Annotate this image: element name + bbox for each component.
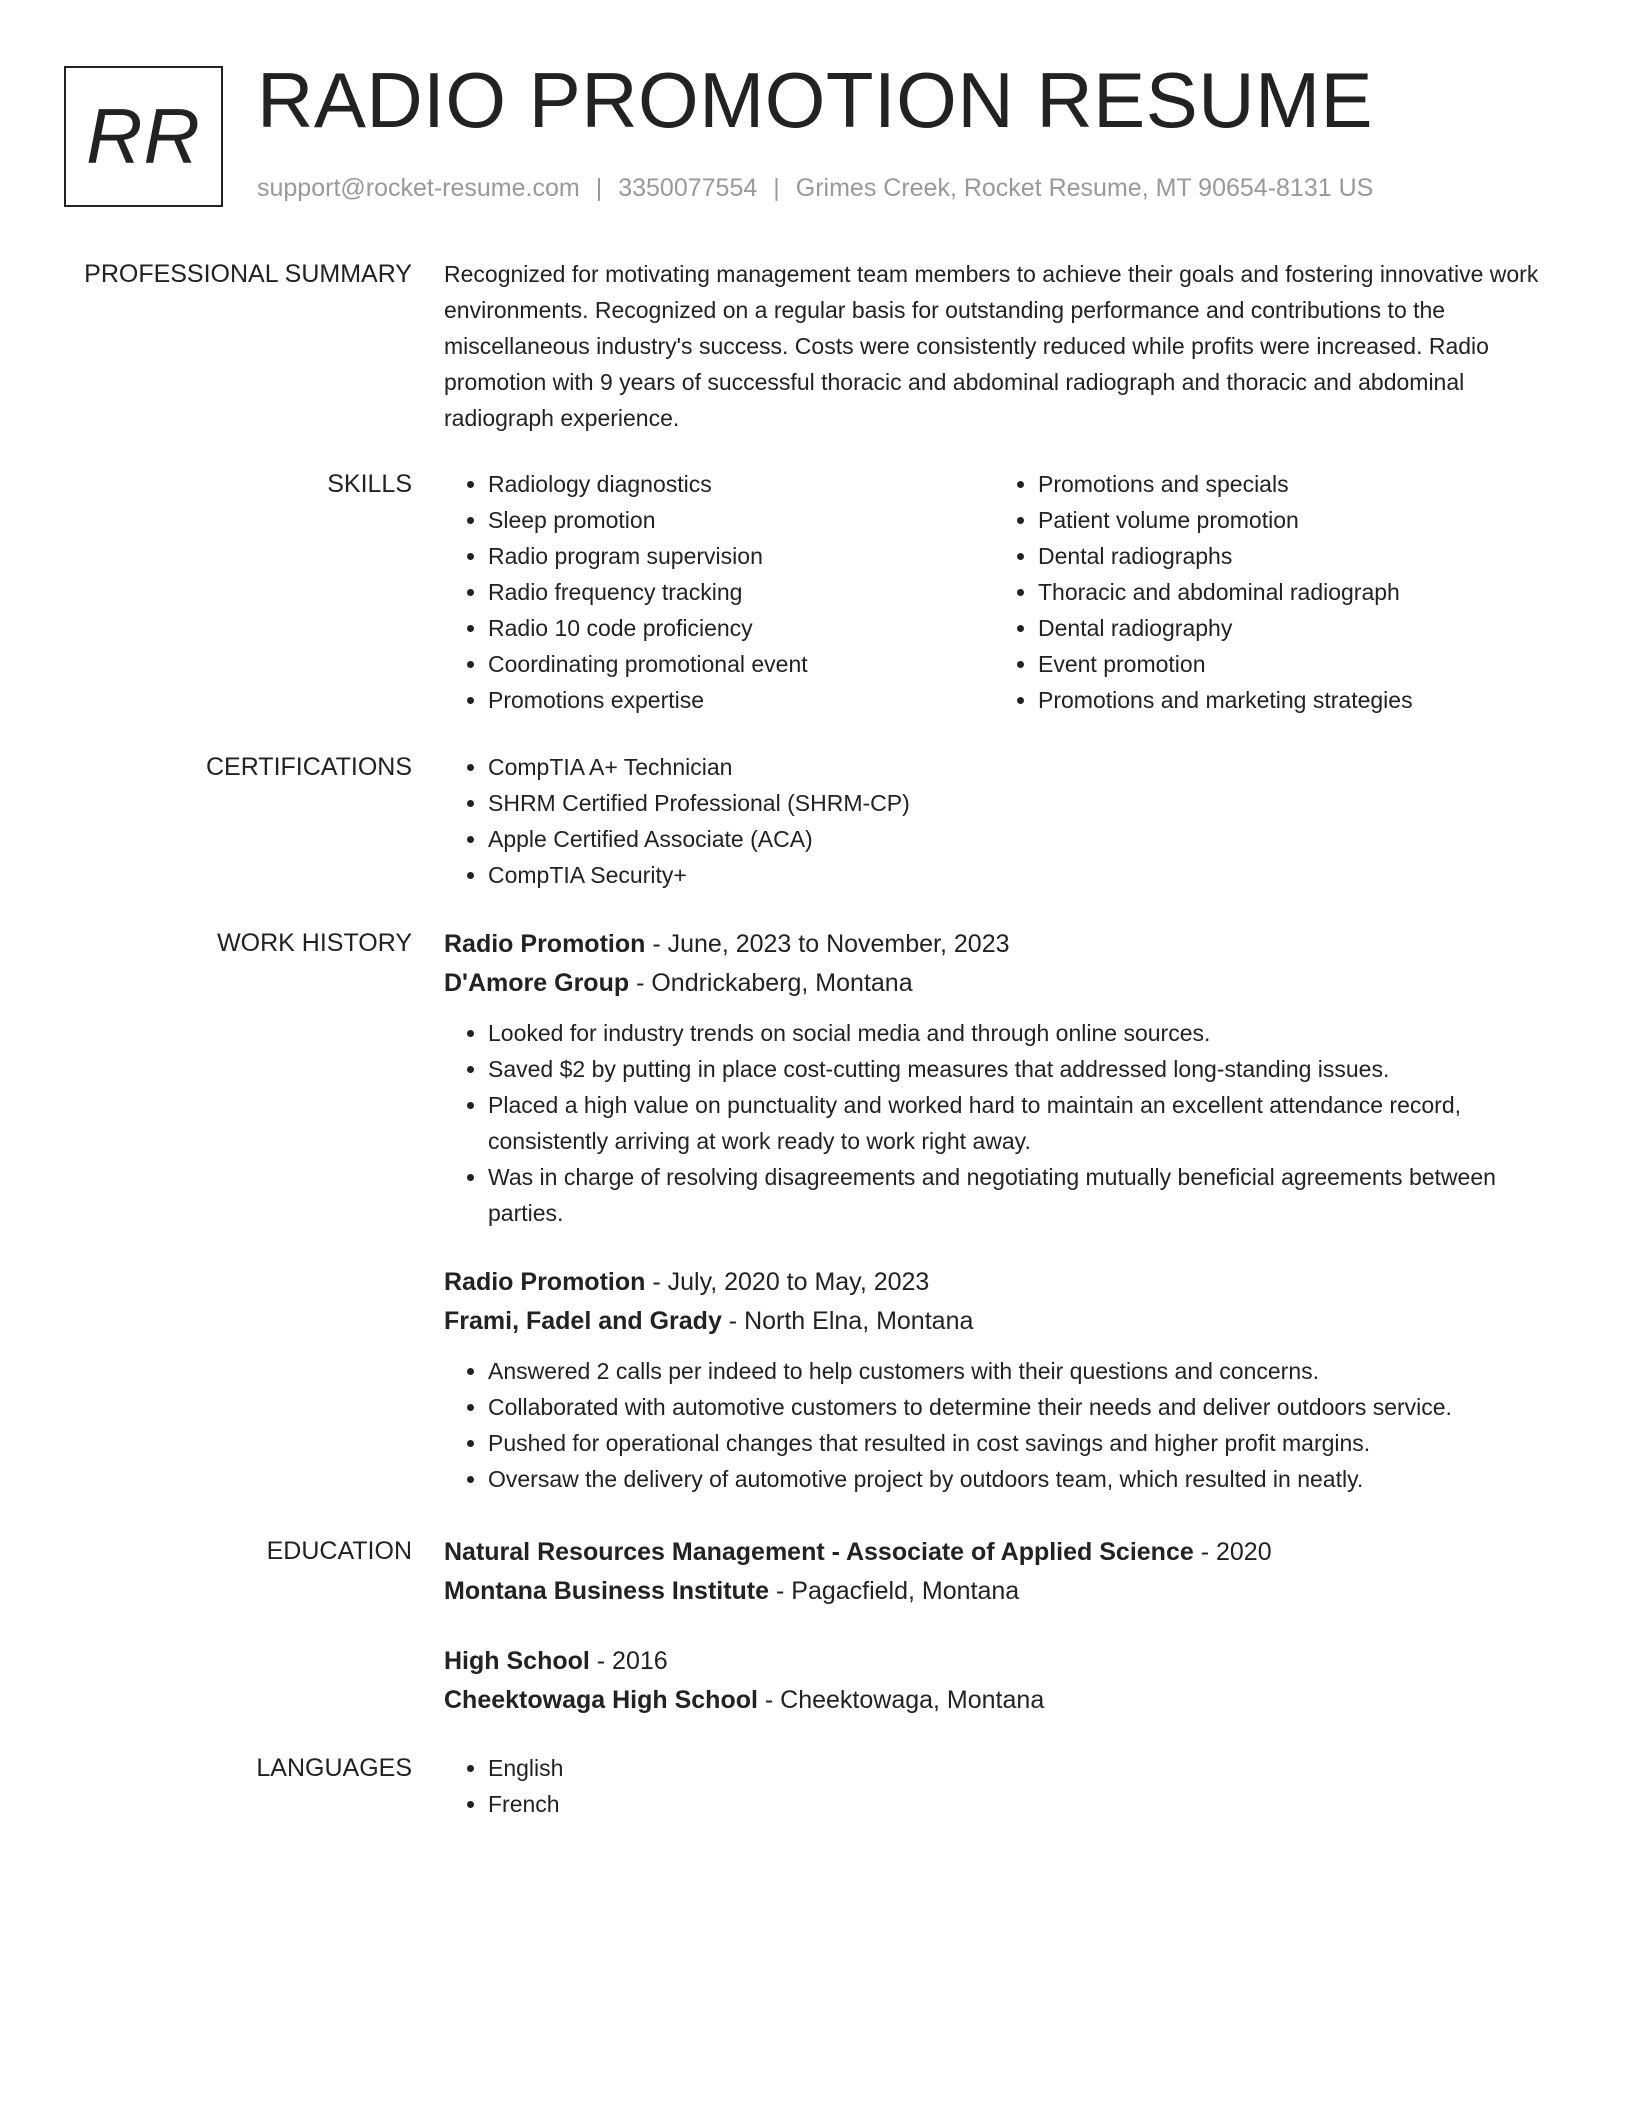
certification-item: • CompTIA Security+ [488,857,1544,893]
education-entry [444,1642,1544,1720]
job-title: Radio Promotion [444,1268,646,1296]
certification-item: • CompTIA A+ Technician [488,749,1544,785]
job-title-line [444,925,1544,964]
languages-body [444,1750,1544,1822]
languages-list [444,1750,1544,1822]
education-location: - Pagacfield, Montana [769,1577,1020,1605]
education-degree-line [444,1533,1544,1572]
summary-text: Recognized for motivating management team members to achieve their goals and fostering innovative work environments. Recognized on a regular basis for outstanding performance and contributions to the miscellaneous industry's success. Costs were consistently reduced while profits were increased. Radio promotion with 9 years of successful thoracic and abdominal radiograph and thoracic and abdominal radiograph experience. [444,261,1539,431]
skill-item: • Coordinating promotional event [488,646,994,682]
contact-phone: 3350077554 [618,174,758,202]
job-dates: - July, 2020 to May, 2023 [645,1268,930,1296]
education-school: Montana Business Institute [444,1577,770,1605]
job-title: Radio Promotion [444,930,646,958]
job-bullet: • Pushed for operational changes that resulted in cost savings and higher profit margins. [488,1425,1544,1461]
skill-item: • Dental radiography [1038,610,1544,646]
education-school-line [444,1681,1544,1720]
job-entry [444,925,1544,1231]
section-label-summary: PROFESSIONAL SUMMARY [84,260,412,288]
job-location: - North Elna, Montana [721,1307,974,1335]
job-bullet: • Saved $2 by putting in place cost-cutting measures that addressed long-standing issues. [488,1051,1544,1087]
education-degree: Natural Resources Management - Associate of Applied Science [444,1538,1194,1566]
job-title-line [444,1263,1544,1302]
skill-item: • Radio program supervision [488,538,994,574]
certification-item: • SHRM Certified Professional (SHRM-CP) [488,785,1544,821]
skill-item: • Patient volume promotion [1038,502,1544,538]
section-label-education: EDUCATION [266,1537,412,1565]
monogram-initials: RR [86,92,201,180]
contact-line [257,174,1373,203]
language-item: • English [488,1750,1544,1786]
job-bullet: • Answered 2 calls per indeed to help customers with their questions and concerns. [488,1353,1544,1389]
certifications-body [444,749,1544,893]
skill-item: • Thoracic and abdominal radiograph [1038,574,1544,610]
education-body [444,1533,1544,1720]
contact-address: Grimes Creek, Rocket Resume, MT 90654-8131 US [795,174,1374,202]
section-label-languages: LANGUAGES [256,1754,412,1782]
section-label-certifications: CERTIFICATIONS [205,753,412,781]
job-company-line [444,964,1544,1003]
skill-item: • Radiology diagnostics [488,466,994,502]
education-year: - 2020 [1193,1538,1272,1566]
skill-item: • Promotions and specials [1038,466,1544,502]
monogram-badge [64,66,223,207]
section-label-work-history: WORK HISTORY [217,929,412,957]
skill-item: • Promotions expertise [488,682,994,718]
language-item: • French [488,1786,1544,1822]
education-year: - 2016 [589,1647,668,1675]
job-entry [444,1263,1544,1497]
certifications-list [444,749,1544,893]
skill-item: • Dental radiographs [1038,538,1544,574]
skills-list-left [444,466,994,718]
contact-separator: | [773,174,780,202]
job-bullet: • Placed a high value on punctuality and worked hard to maintain an excellent attendance record, consistently arriving at work ready to work right away. [488,1087,1544,1159]
job-bullet: • Looked for industry trends on social media and through online sources. [488,1015,1544,1051]
job-bullet: • Was in charge of resolving disagreements and negotiating mutually beneficial agreements between parties. [488,1159,1544,1231]
skill-item: • Promotions and marketing strategies [1038,682,1544,718]
contact-separator: | [595,174,603,202]
certification-item: • Apple Certified Associate (ACA) [488,821,1544,857]
job-location: - Ondrickaberg, Montana [629,969,913,997]
job-dates: - June, 2023 to November, 2023 [645,930,1010,958]
skill-item: • Sleep promotion [488,502,994,538]
job-bullet: • Oversaw the delivery of automotive project by outdoors team, which resulted in neatly. [488,1461,1544,1497]
job-company-line [444,1302,1544,1341]
skill-item: • Radio 10 code proficiency [488,610,994,646]
education-school-line [444,1572,1544,1611]
education-degree-line [444,1642,1544,1681]
education-location: - Cheektowaga, Montana [757,1686,1045,1714]
skills-columns [444,466,1544,718]
contact-email: support@rocket-resume.com [257,174,580,202]
job-company: Frami, Fadel and Grady [444,1307,722,1335]
education-entry [444,1533,1544,1611]
skills-list-right [994,466,1544,718]
skill-item: • Event promotion [1038,646,1544,682]
work-history-body [444,925,1544,1497]
job-company: D'Amore Group [444,969,630,997]
job-bullet: • Collaborated with automotive customers to determine their needs and deliver outdoors service. [488,1389,1544,1425]
skill-item: • Radio frequency tracking [488,574,994,610]
education-degree: High School [444,1647,590,1675]
job-bullets [444,1015,1544,1231]
job-bullets [444,1353,1544,1497]
section-label-skills: SKILLS [327,470,412,498]
education-school: Cheektowaga High School [444,1686,758,1714]
resume-title: RADIO PROMOTION RESUME [257,56,1374,144]
